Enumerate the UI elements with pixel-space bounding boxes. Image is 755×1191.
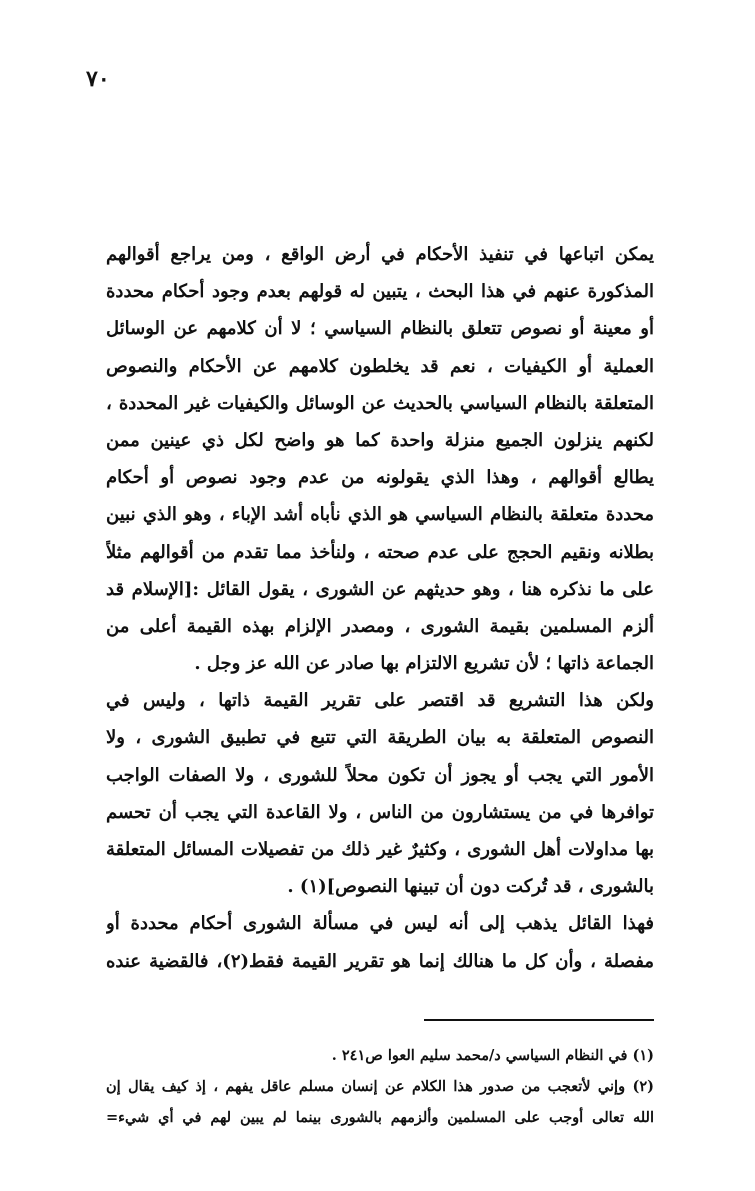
body-line: فهذا القائل يذهب إلى أنه ليس في مسألة الشورى أحكام محددة أو — [106, 913, 654, 935]
body-line: على ما نذكره هنا ، وهو حديثهم عن الشورى ، يقول القائل :[الإسلام قد — [106, 578, 654, 600]
body-line: لكنهم ينزلون الجميع منزلة واحدة كما هو واضح لكل ذي عينين ممن — [106, 429, 654, 451]
body-line: المتعلقة بالنظام السياسي بالحديث عن الوسائل والكيفيات غير المحددة ، — [106, 392, 654, 414]
body-line: بطلانه ونقيم الحجج على عدم صحته ، ولنأخذ مما تقدم من أقوالهم مثلاً — [106, 541, 654, 563]
footnotes — [106, 1040, 654, 1133]
body-line: المذكورة عنهم في هذا البحث ، يتبين له قولهم بعدم وجود أحكام محددة — [106, 281, 654, 303]
body-text — [106, 236, 654, 980]
body-line: مفصلة ، وأن كل ما هنالك إنما هو تقرير القيمة فقط(٢)، فالقضية عنده — [106, 950, 654, 972]
body-line: العملية أو الكيفيات ، نعم قد يخلطون كلامهم عن الأحكام والنصوص — [106, 355, 654, 377]
body-line: بها مداولات أهل الشورى ، وكثيرٌ غير ذلك من تفصيلات المسائل المتعلقة — [106, 839, 654, 860]
body-line: ألزم المسلمين بقيمة الشورى ، ومصدر الإلزام بهذه القيمة أعلى من — [106, 615, 654, 637]
body-line: النصوص المتعلقة به بيان الطريقة التي تتبع في تطبيق الشورى ، ولا — [106, 727, 654, 749]
body-line: توافرها في من يستشارون من الناس ، ولا القاعدة التي يجب أن تحسم — [106, 801, 654, 823]
body-line: يمكن اتباعها في تنفيذ الأحكام في أرض الواقع ، ومن يراجع أقوالهم — [106, 244, 654, 265]
footnote-line: الله تعالى أوجب على المسلمين وألزمهم بالشورى بينما لم يبين لهم في أي شيء= — [106, 1109, 654, 1126]
page-number: ٧٠ — [86, 66, 110, 92]
body-line: أو معينة أو نصوص تتعلق بالنظام السياسي ؛ لا أن كلامهم عن الوسائل — [106, 318, 654, 340]
body-line: الأمور التي يجب أو يجوز أن تكون محلاً للشورى ، ولا الصفات الواجب — [106, 764, 654, 786]
footnote-line: (٢) وإني لأتعجب من صدور هذا الكلام عن إنسان مسلم عاقل يفهم ، إذ كيف يقال إن — [106, 1078, 654, 1095]
body-line: بالشورى ، قد تُركت دون أن تبينها النصوص](١) . — [287, 876, 654, 898]
body-line: الجماعة ذاتها ؛ لأن تشريع الالتزام بها صادر عن الله عز وجل . — [194, 653, 654, 675]
footnote-line: (١) في النظام السياسي د/محمد سليم العوا ص٢٤١ . — [331, 1047, 654, 1064]
footnote-divider — [424, 1019, 654, 1021]
body-line: يطالع أقوالهم ، وهذا الذي يقولونه من عدم وجود نصوص أو أحكام — [106, 467, 654, 489]
body-line: ولكن هذا التشريع قد اقتصر على تقرير القيمة ذاتها ، وليس في — [106, 690, 654, 712]
body-line: محددة متعلقة بالنظام السياسي هو الذي نأباه أشد الإباء ، وهو الذي نبين — [106, 504, 654, 526]
